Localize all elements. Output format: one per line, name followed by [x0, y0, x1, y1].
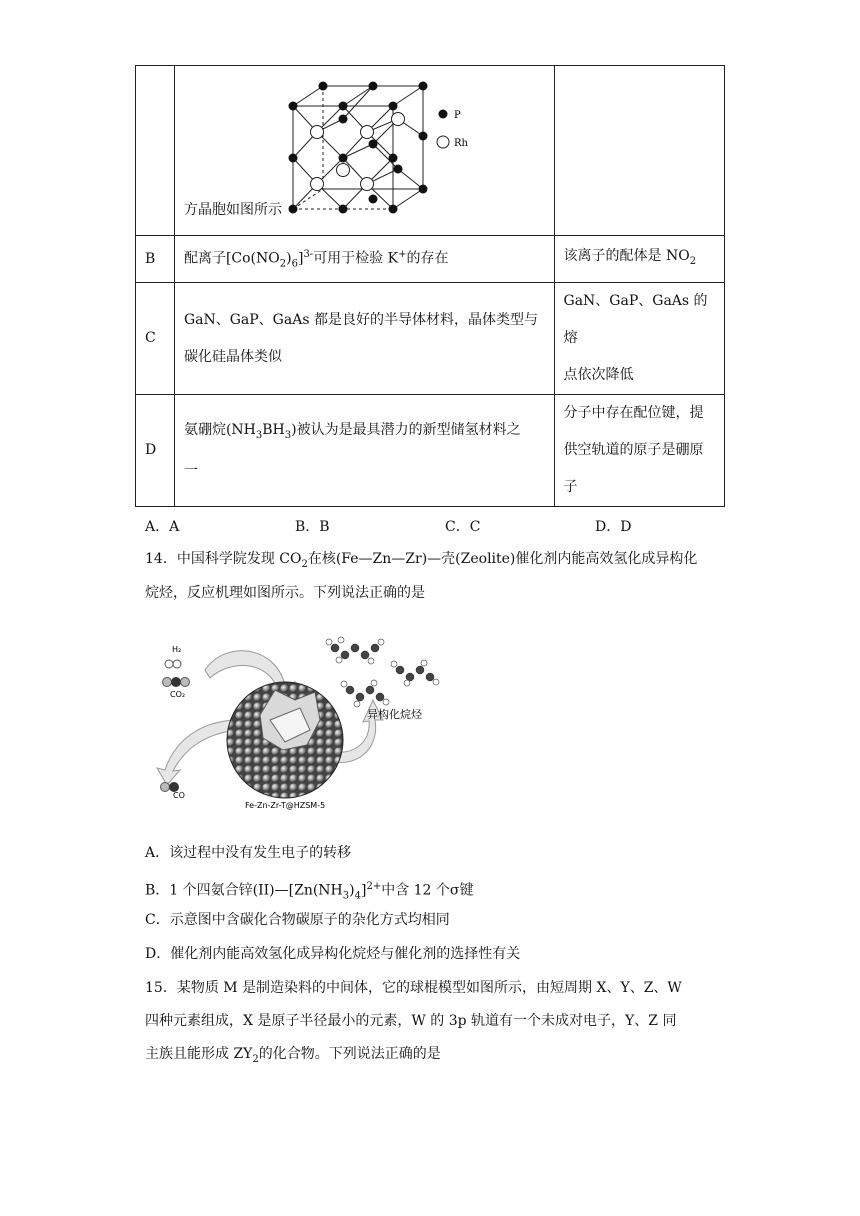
- row-d-label: D: [136, 395, 175, 507]
- table-row-a: [136, 66, 725, 236]
- row-c-label: C: [136, 283, 175, 395]
- question-table: [135, 65, 725, 507]
- row-a-label-cell: [136, 66, 175, 236]
- row-d-right: 分子中存在配位键，提 供空轨道的原子是硼原 子: [554, 395, 724, 507]
- row-a-middle-text: 方晶胞如图所示: [183, 202, 282, 218]
- row-c-middle: GaN、GaP、GaAs 都是良好的半导体材料，晶体类型与 碳化硅晶体类似: [174, 283, 554, 395]
- q15-stem-line2: 四种元素组成，X 是原子半径最小的元素，W 的 3p 轨道有一个未成对电子，Y、Z 同: [145, 1013, 677, 1029]
- row-b-middle: 配离子$[Co(NO_2)_6]^{3-}$可用于检验 K+的存在: [174, 236, 554, 283]
- legend-rh-label: Rh: [453, 138, 468, 149]
- q15-stem-line1: 15．某物质 M 是制造染料的中间体，它的球棍模型如图所示，由短周期 X、Y、Z、W: [145, 980, 682, 996]
- catalyst-mechanism-figure: [145, 630, 475, 810]
- co2-molecule: [163, 677, 190, 687]
- q13-option-c: C．C: [445, 519, 481, 535]
- q13-option-b: B．B: [295, 519, 330, 535]
- q14-option-a: A．该过程中没有发生电子的转移: [145, 845, 352, 861]
- row-c-right: GaN、GaP、GaAs 的熔 点依次降低: [554, 283, 724, 395]
- co-out-arrow: [157, 720, 237, 785]
- q14-option-d: D．催化剂内能高效氢化成异构化烷烃与催化剂的选择性有关: [145, 946, 521, 962]
- co2-label: CO₂: [170, 690, 186, 699]
- h2-label: H₂: [172, 645, 182, 654]
- table-row-b: [136, 236, 725, 283]
- q13-option-d: D．D: [595, 519, 632, 535]
- row-b-right: 该离子的配体是 $NO_2$: [554, 236, 724, 283]
- row-b-label: B: [136, 236, 175, 283]
- table-row-c: [136, 283, 725, 395]
- q14-option-c: C．示意图中含碳化合物碳原子的杂化方式均相同: [145, 912, 450, 928]
- row-a-middle-cell: [174, 66, 554, 236]
- q14-stem-line1: 14．中国科学院发现 $CO_2$在核(Fe—Zn—Zr)—壳(Zeolite)催化剂内能高效氢化成异构化: [145, 551, 698, 570]
- q13-option-a: A．A: [145, 519, 180, 535]
- q14-option-b: B．1 个四氨合锌$(II)—[Zn(NH_3)_4]^{2+}$中含 12 个σ键: [145, 881, 474, 902]
- row-d-middle: 氨硼烷$(NH_3BH_3)$被认为是最具潜力的新型储氢材料之 一: [174, 395, 554, 507]
- legend-p-label: P: [453, 110, 461, 121]
- alkane-products: [331, 644, 434, 701]
- catalyst-label: Fe-Zn-Zr-T@HZSM-5: [245, 801, 326, 810]
- h2-molecule: [165, 660, 181, 668]
- crystal-cell-figure: [283, 74, 503, 224]
- co-label: CO: [173, 791, 185, 800]
- q15-stem-line3: 主族且能形成 $ZY_2$的化合物。下列说法正确的是: [145, 1046, 441, 1065]
- q14-stem-line2: 烷烃，反应机理如图所示。下列说法正确的是: [145, 585, 425, 601]
- isomerized-alkane-label: 异构化烷烃: [367, 708, 422, 721]
- table-row-d: [136, 395, 725, 507]
- row-a-right-cell: [554, 66, 724, 236]
